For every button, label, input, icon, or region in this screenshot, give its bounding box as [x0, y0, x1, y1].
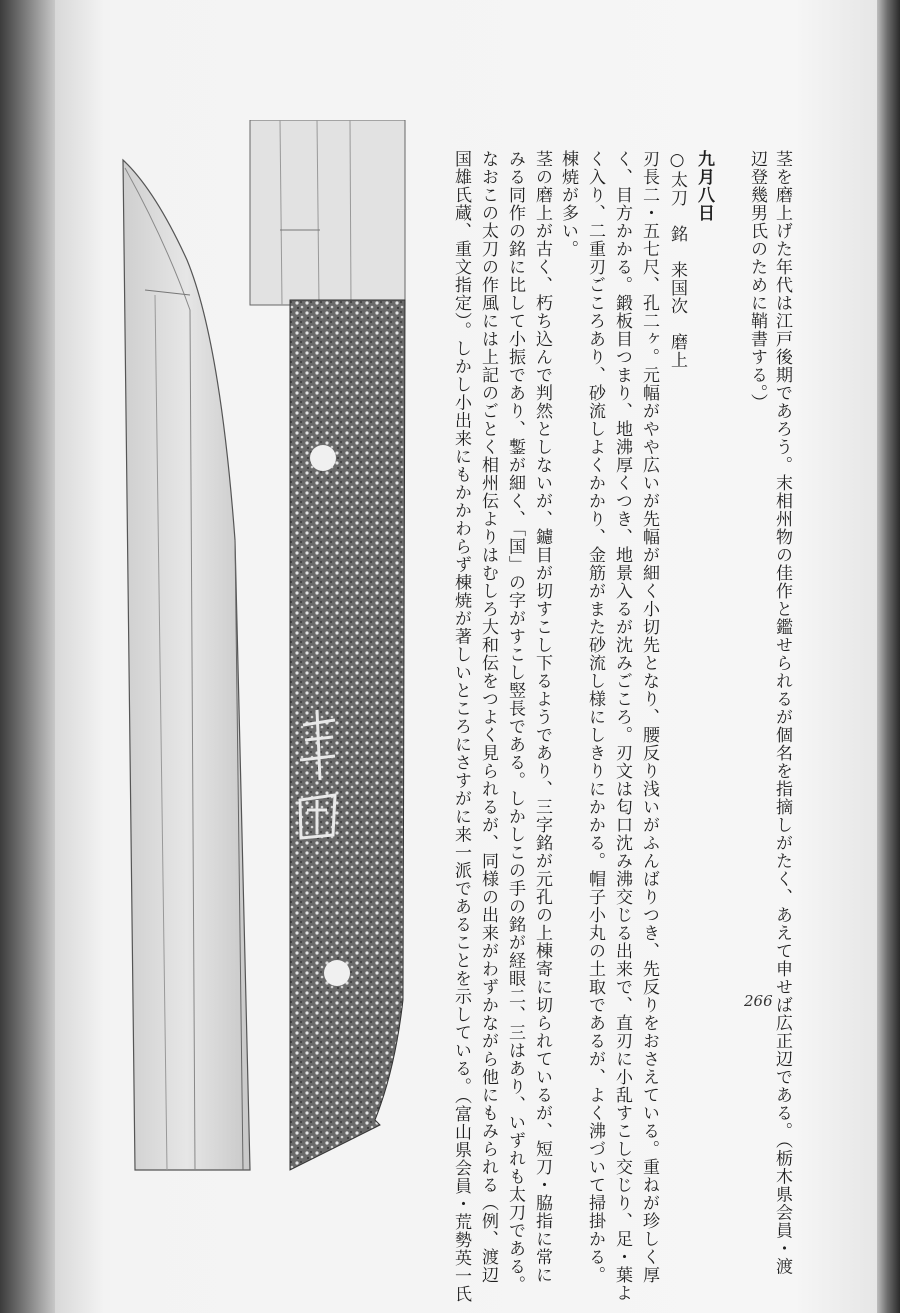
date-heading: 九月八日: [694, 150, 714, 222]
sword-photograph: [95, 120, 435, 1180]
text-column-12: 国雄氏蔵、重文指定）。しかし小出来にもかかわらず棟焼が著しいところにさすがに来一派であることを示している。（富山県会員・荒勢英一氏: [451, 150, 471, 1303]
text-column-11: なおこの太刀の作風には上記のごとく相州伝よりはむしろ大和伝をつよく見られるが、同様の出来がわずかながら他にもみられる（例、渡辺: [478, 150, 498, 1284]
page-number: 266: [744, 992, 773, 1010]
text-column-1: 茎を磨上げた年代は江戸後期であろう。末相州物の佳作と鑑せられるが個名を指摘しがたく、あえて申せば広正辺である。（栃木県会員・渡: [772, 150, 792, 1276]
sword-habaki: [250, 120, 405, 305]
sword-tang: [290, 300, 405, 1170]
text-column-8: 棟焼が多い。: [558, 150, 578, 258]
sword-title: ○太刀 銘 来国次 磨上: [667, 150, 687, 369]
text-column-10: みる同作の銘に比して小振であり、鏨が細く、「国」の字がすこし竪長である。しかしこの手の銘が経眼二、三はあり、いずれも太刀である。: [505, 150, 525, 1294]
sword-blade-tip: [123, 160, 250, 1170]
text-column-2: 辺登幾男氏のために鞘書する。）: [747, 150, 767, 412]
tang-hole-upper: [310, 445, 336, 471]
book-spine-shadow: [0, 0, 58, 1313]
tang-hole-lower: [324, 960, 350, 986]
text-column-6: く、目方かかる。鍛板目つまり、地沸厚くつき、地景入るが沈みごころ。刃文は匂口沈み沸交じる出来で、直刃に小乱すこし交じり、足・葉よ: [612, 150, 632, 1302]
text-column-5: 刃長二・五七尺、孔二ヶ。元幅がやや広いが先幅が細く小切先となり、腰反り浅いがふんばりつき、先反りをおさえている。重ねが珍しく厚: [639, 150, 659, 1284]
text-column-9: 茎の磨上が古く、朽ち込んで判然としないが、鑢目が切すこし下るようであり、三字銘が元孔の上棟寄に切られているが、短刀・脇指に常に: [532, 150, 552, 1284]
text-column-7: く入り、二重刃ごころあり、砂流しよくかかり、金筋がまた砂流し様にしきりにかかる。帽子小丸の土取であるが、よく沸づいて掃掛かる。: [585, 150, 605, 1284]
book-edge-shadow: [877, 0, 900, 1313]
